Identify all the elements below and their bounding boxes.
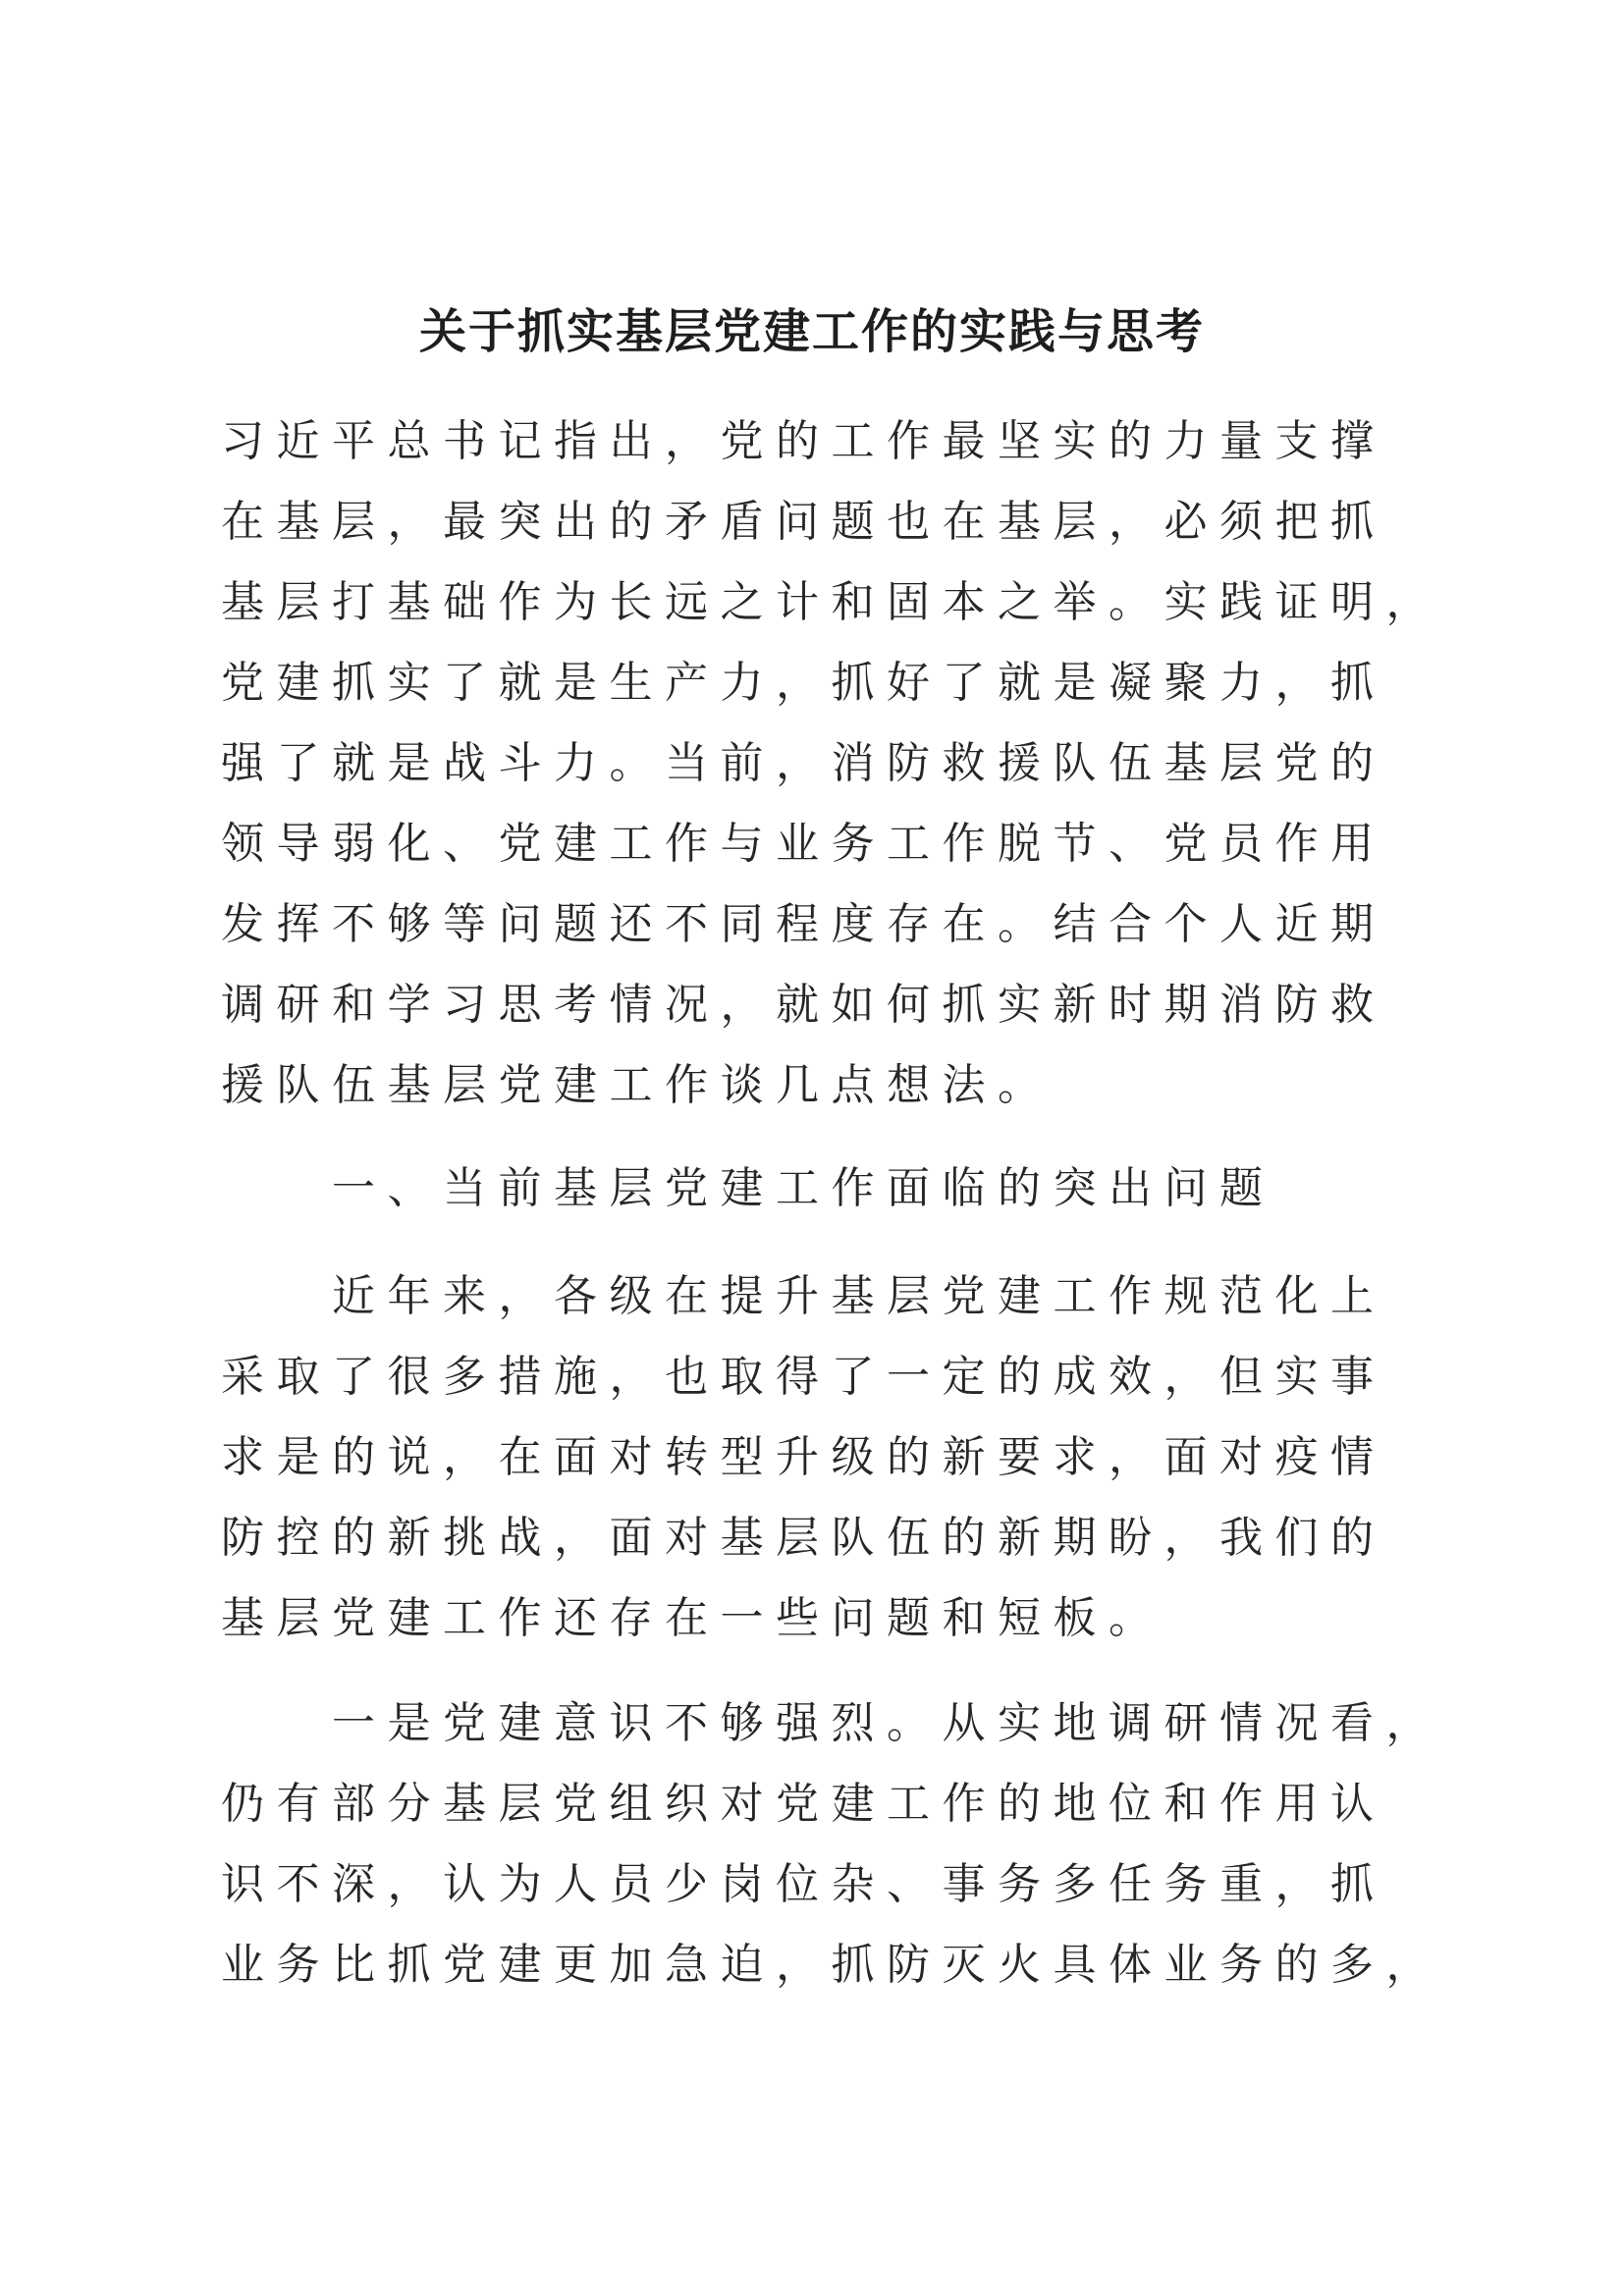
- paragraph-line: 一是党建意识不够强烈。从实地调研情况看，: [332, 1698, 1441, 1748]
- paragraph-line: 近年来，各级在提升基层党建工作规范化上: [332, 1271, 1386, 1321]
- paragraph-line: 防控的新挑战，面对基层队伍的新期盼，我们的: [221, 1513, 1386, 1563]
- paragraph-line: 业务比抓党建更加急迫，抓防灭火具体业务的多，: [221, 1940, 1441, 1990]
- paragraph-line: 调研和学习思考情况，就如何抓实新时期消防救: [221, 980, 1386, 1030]
- paragraph-line: 求是的说，在面对转型升级的新要求，面对疫情: [221, 1432, 1386, 1482]
- paragraph-line: 在基层，最突出的矛盾问题也在基层，必须把抓: [221, 497, 1386, 547]
- paragraph-line: 基层党建工作还存在一些问题和短板。: [221, 1593, 1164, 1643]
- paragraph-line: 党建抓实了就是生产力，抓好了就是凝聚力，抓: [221, 658, 1386, 708]
- paragraph-line: 领导弱化、党建工作与业务工作脱节、党员作用: [221, 819, 1386, 869]
- document-title: 关于抓实基层党建工作的实践与思考: [418, 304, 1205, 359]
- paragraph-line: 习近平总书记指出，党的工作最坚实的力量支撑: [221, 416, 1386, 466]
- paragraph-line: 基层打基础作为长远之计和固本之举。实践证明，: [221, 577, 1441, 627]
- paragraph-line: 采取了很多措施，也取得了一定的成效，但实事: [221, 1352, 1386, 1402]
- section-heading: 一、当前基层党建工作面临的突出问题: [332, 1163, 1275, 1213]
- paragraph-line: 强了就是战斗力。当前，消防救援队伍基层党的: [221, 738, 1386, 788]
- paragraph-line: 援队伍基层党建工作谈几点想法。: [221, 1060, 1054, 1110]
- paragraph-line: 识不深，认为人员少岗位杂、事务多任务重，抓: [221, 1859, 1386, 1909]
- paragraph-line: 发挥不够等问题还不同程度存在。结合个人近期: [221, 899, 1386, 949]
- paragraph-line: 仍有部分基层党组织对党建工作的地位和作用认: [221, 1779, 1386, 1829]
